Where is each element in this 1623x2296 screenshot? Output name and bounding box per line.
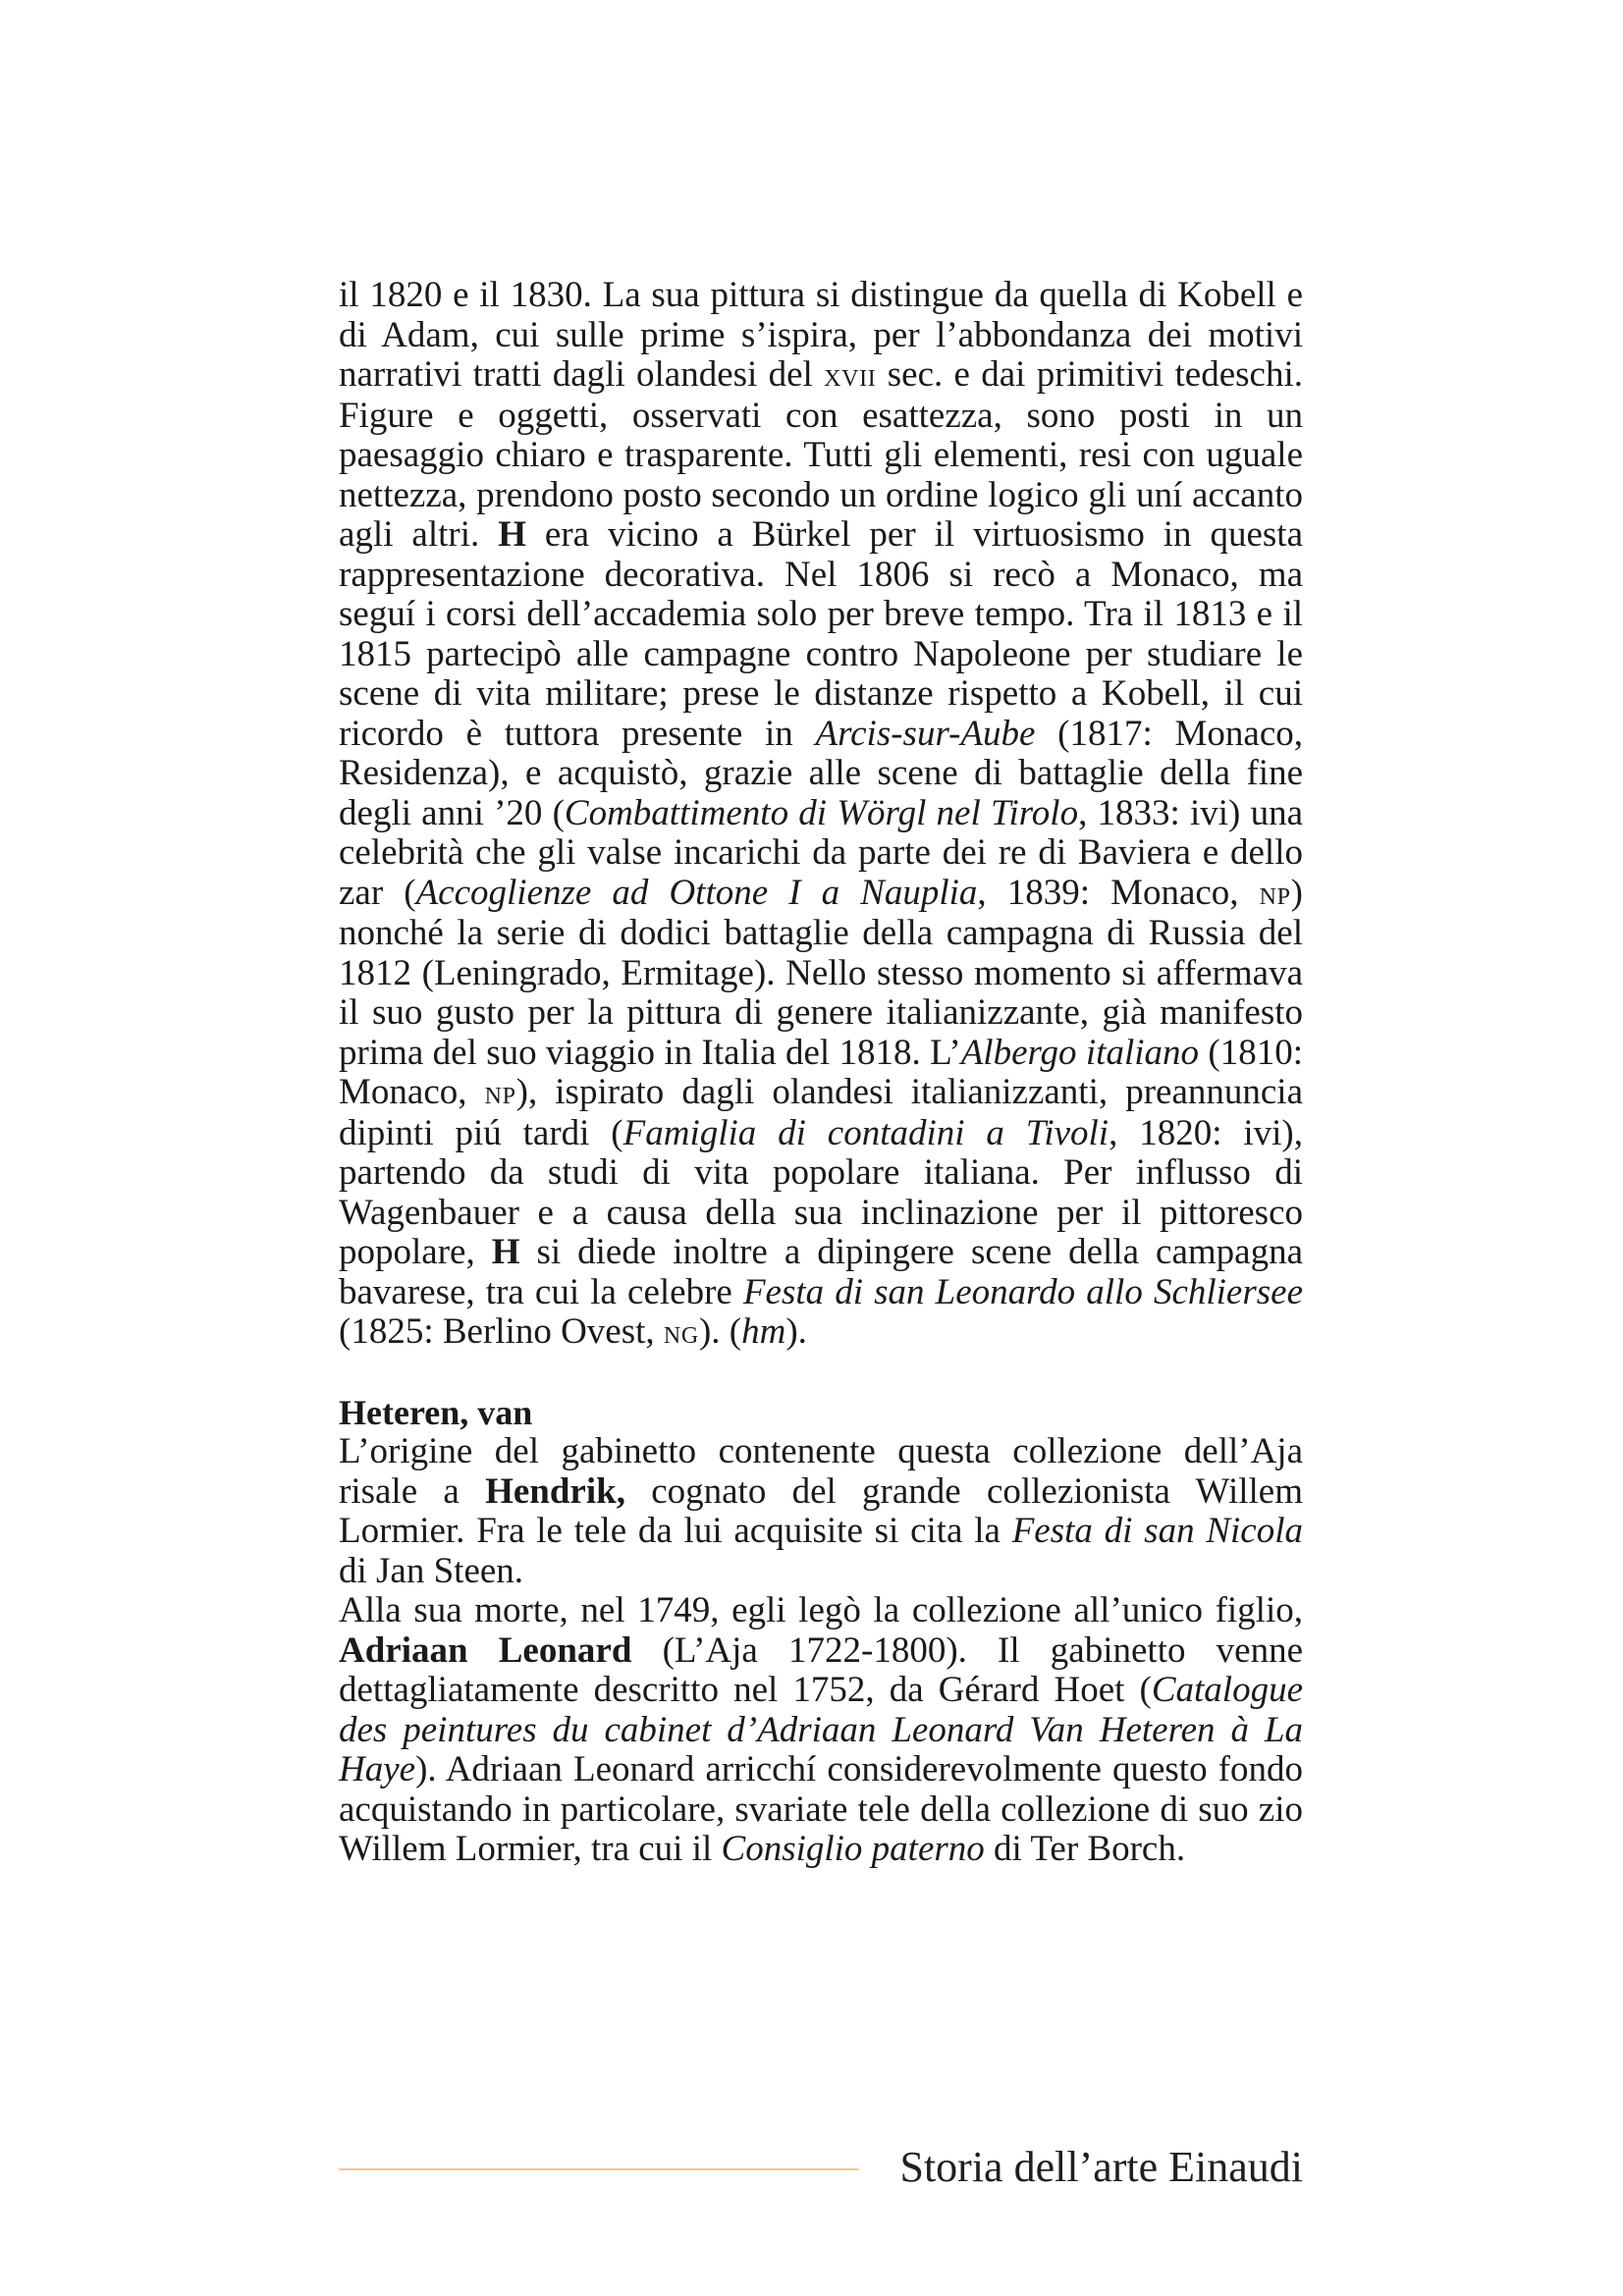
text-run: (L’Aja 1722-1800). Il gabinetto venne dettagliatamente descritto nel 1752, da Gérard Hoet ( <box>339 1629 1303 1710</box>
text-run: , 1839: Monaco, <box>977 872 1260 913</box>
text-run: (1810: Monaco, <box>339 1032 1303 1112</box>
text-run: di Ter Borch. <box>984 1829 1186 1869</box>
artwork-title: Festa di san Nicola <box>1011 1511 1303 1551</box>
museum-abbr: np <box>484 1075 516 1111</box>
section-heading: Heteren, van <box>339 1392 533 1432</box>
artwork-title: Festa di san Leonardo allo Schliersee <box>742 1271 1303 1312</box>
text-run: (1825: Berlino Ovest, <box>339 1311 664 1352</box>
text-run: il 1820 e il 1830. La sua pittura si distingue da quella di Kobell e di Adam, cui sulle prime s’ispira, per l’abbondanza dei motivi narrativi tratti dagli olandesi del <box>339 275 1303 395</box>
artwork-title: Arcis-sur-Aube <box>815 713 1036 754</box>
museum-abbr: ng <box>663 1314 699 1351</box>
text-run: ) nonché la serie di dodici battaglie della campagna di Russia del 1812 (Leningrado, Ermitage). Nello stesso momento si affermava il suo gusto per la pittura di genere italianizzante, già manifesto prima del suo viaggio in Italia del 1818. L’ <box>339 872 1303 1073</box>
paragraph-2 <box>339 1432 1303 1591</box>
author-initials: hm <box>741 1311 786 1352</box>
text-run: L’origine del gabinetto contenente questa collezione dell’Aja risale a <box>339 1431 1303 1512</box>
artwork-title: Albergo italiano <box>960 1032 1200 1073</box>
text-run: ). Adriaan Leonard arricchí considerevolmente questo fondo acquistando in particolare, svariate tele della collezione di suo zio Willem Lormier, tra cui il <box>339 1749 1303 1869</box>
paragraph-1 <box>339 276 1303 1354</box>
paragraph-3 <box>339 1591 1303 1870</box>
catalogue-title: Catalogue des peintures du cabinet d’Adriaan Leonard Van Heteren à La Haye <box>339 1670 1303 1789</box>
text-run: , 1833: ivi) una celebrità che gli valse incarichi da parte dei re di Baviera e dello zar ( <box>339 792 1303 913</box>
text-run: (1817: Monaco, Residenza), e acquistò, grazie alle scene di battaglie della fine degli anni ’20 ( <box>339 713 1303 833</box>
century-abbr: xvii <box>824 357 877 394</box>
artwork-title: Accoglienze ad Ottone I a Nauplia <box>415 872 978 913</box>
person-name: Hendrik, <box>485 1470 625 1512</box>
text-run: di Jan Steen. <box>339 1550 524 1591</box>
museum-abbr: np <box>1259 875 1291 912</box>
footer-rule <box>339 2168 859 2170</box>
artist-initial: H <box>498 514 526 555</box>
footer-title: Storia dell’arte Einaudi <box>899 2143 1303 2191</box>
text-run: Alla sua morte, nel 1749, egli legò la collezione all’unico figlio, <box>339 1590 1303 1630</box>
text-run: era vicino a Bürkel per il virtuosismo in questa rappresentazione decorativa. Nel 1806 si recò a Monaco, ma seguí i corsi dell’accademia solo per breve tempo. Tra il 1813 e il 1815 partecipò alle campagne contro Napoleone per studiare le scene di vita militare; prese le distanze rispetto a Kobell, il cui ricordo è tuttora presente in <box>339 514 1303 754</box>
person-name: Adriaan Leonard <box>339 1629 632 1671</box>
text-run: , 1820: ivi), partendo da studi di vita popolare italiana. Per influsso di Wagenbauer e a causa della sua inclinazione per il pittoresco popolare, <box>339 1112 1303 1272</box>
text-column <box>339 276 1303 1870</box>
text-run: ). <box>785 1311 807 1352</box>
text-run: si diede inoltre a dipingere scene della campagna bavarese, tra cui la celebre <box>339 1232 1304 1312</box>
text-run: cognato del grande collezionista Willem Lormier. Fra le tele da lui acquisite si cita la <box>339 1470 1304 1551</box>
text-run: ). ( <box>698 1311 742 1352</box>
artwork-title: Famiglia di contadini a Tivoli <box>622 1112 1109 1153</box>
text-run: ), ispirato dagli olandesi italianizzanti, preannuncia dipinti piú tardi ( <box>339 1072 1303 1153</box>
artwork-title: Combattimento di Wörgl nel Tirolo <box>564 792 1079 833</box>
artist-initial: H <box>491 1232 520 1272</box>
artwork-title: Consiglio paterno <box>721 1829 985 1869</box>
text-run: sec. e dai primitivi tedeschi. Figure e oggetti, osservati con esattezza, sono posti in un paesaggio chiaro e trasparente. Tutti gli elementi, resi con uguale nettezza, prendono posto secondo un ordine logico gli uní accanto agli altri. <box>339 354 1304 555</box>
